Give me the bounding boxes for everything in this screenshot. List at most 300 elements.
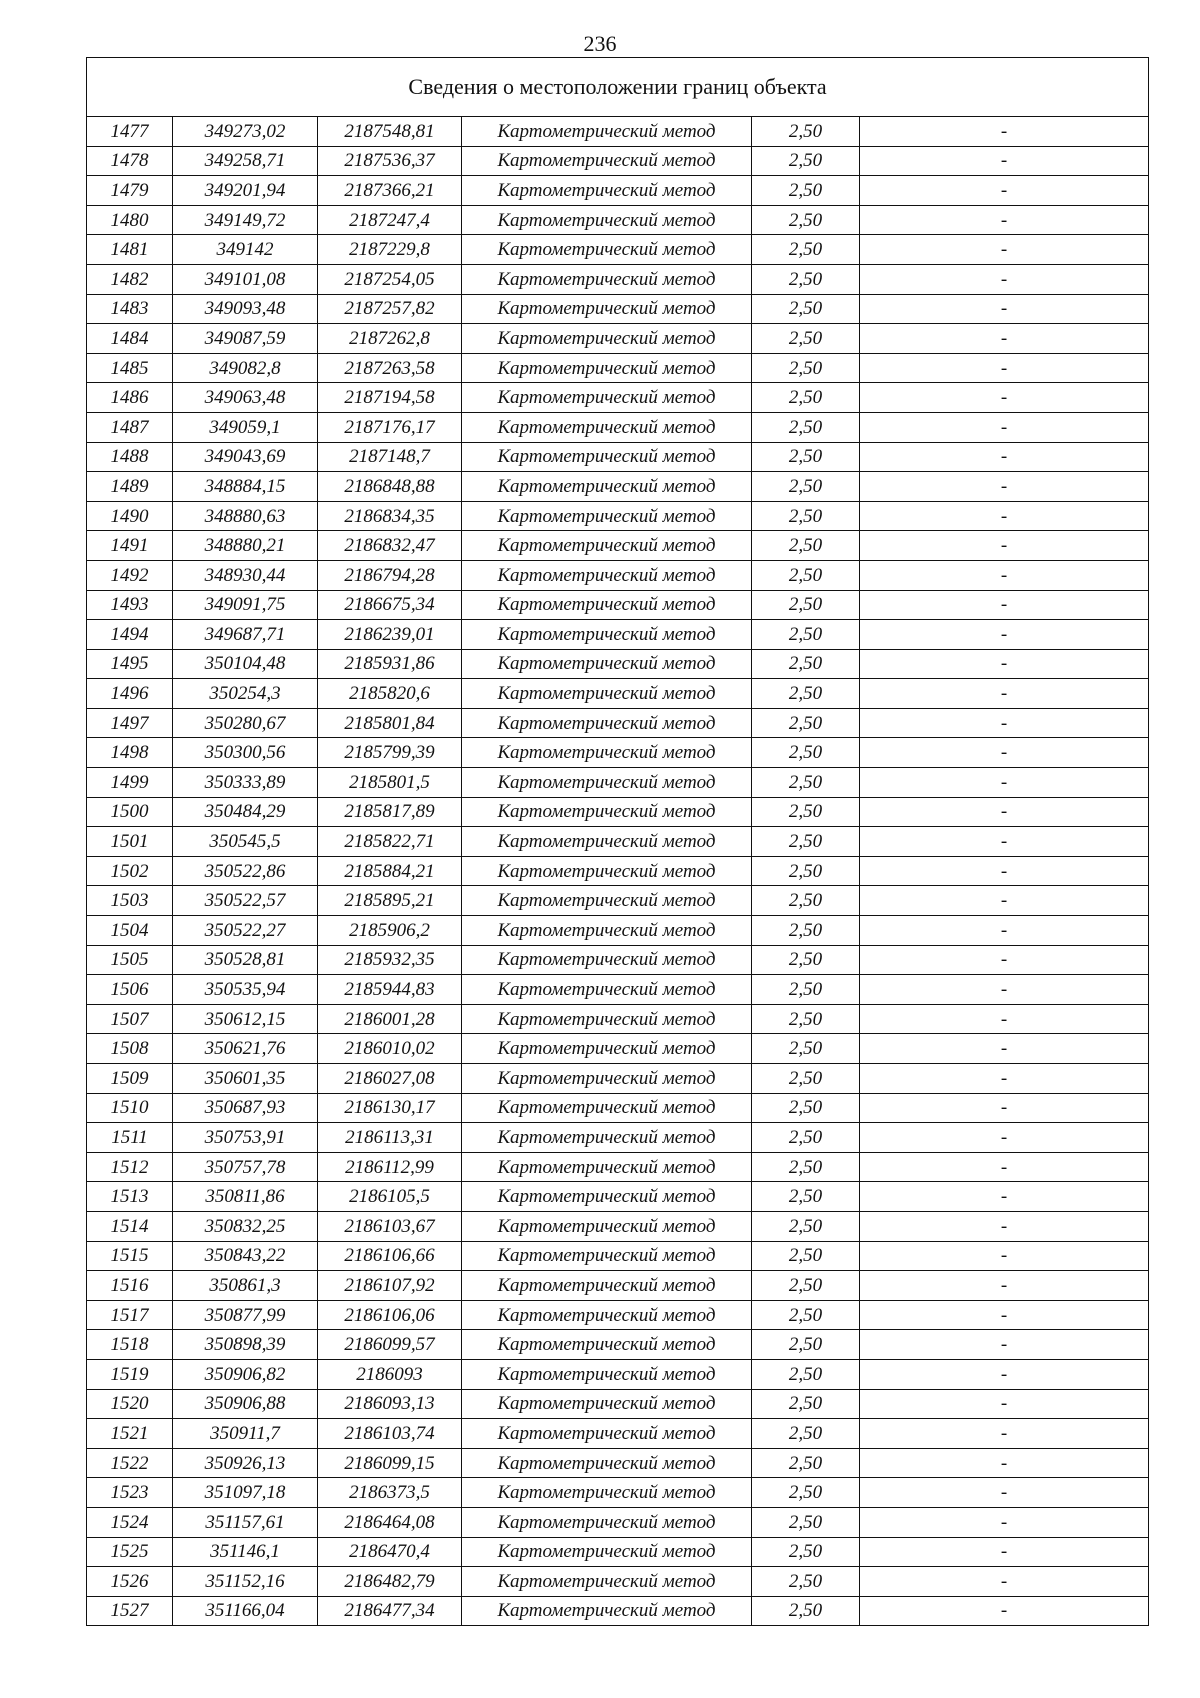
table-row xyxy=(87,117,1149,147)
method-cell: Картометрический метод xyxy=(462,294,752,324)
y-coordinate-cell: 2186107,92 xyxy=(318,1271,462,1301)
x-coordinate-cell: 350535,94 xyxy=(173,975,318,1005)
method-cell: Картометрический метод xyxy=(462,886,752,916)
x-coordinate-cell: 349258,71 xyxy=(173,146,318,176)
accuracy-cell: 2,50 xyxy=(752,412,860,442)
y-coordinate-cell: 2185801,84 xyxy=(318,708,462,738)
point-number-cell: 1504 xyxy=(87,916,173,946)
accuracy-cell: 2,50 xyxy=(752,1300,860,1330)
method-cell: Картометрический метод xyxy=(462,649,752,679)
accuracy-cell: 2,50 xyxy=(752,117,860,147)
point-number-cell: 1483 xyxy=(87,294,173,324)
y-coordinate-cell: 2185822,71 xyxy=(318,827,462,857)
x-coordinate-cell: 348880,21 xyxy=(173,531,318,561)
table-row xyxy=(87,679,1149,709)
y-coordinate-cell: 2185820,6 xyxy=(318,679,462,709)
accuracy-cell: 2,50 xyxy=(752,1034,860,1064)
table-row xyxy=(87,1596,1149,1626)
table-title-row xyxy=(87,58,1149,117)
x-coordinate-cell: 350300,56 xyxy=(173,738,318,768)
x-coordinate-cell: 350621,76 xyxy=(173,1034,318,1064)
table-row xyxy=(87,1507,1149,1537)
method-cell: Картометрический метод xyxy=(462,205,752,235)
method-cell: Картометрический метод xyxy=(462,590,752,620)
accuracy-cell: 2,50 xyxy=(752,205,860,235)
table-row xyxy=(87,501,1149,531)
table-row xyxy=(87,768,1149,798)
point-number-cell: 1526 xyxy=(87,1567,173,1597)
table-row xyxy=(87,975,1149,1005)
y-coordinate-cell: 2186105,5 xyxy=(318,1182,462,1212)
y-coordinate-cell: 2187257,82 xyxy=(318,294,462,324)
table-row xyxy=(87,531,1149,561)
method-cell: Картометрический метод xyxy=(462,1448,752,1478)
point-number-cell: 1480 xyxy=(87,205,173,235)
page-number: 236 xyxy=(583,31,617,56)
y-coordinate-cell: 2186464,08 xyxy=(318,1507,462,1537)
y-coordinate-cell: 2186099,57 xyxy=(318,1330,462,1360)
method-cell: Картометрический метод xyxy=(462,353,752,383)
point-number-cell: 1515 xyxy=(87,1241,173,1271)
accuracy-cell: 2,50 xyxy=(752,1567,860,1597)
y-coordinate-cell: 2186093,13 xyxy=(318,1389,462,1419)
y-coordinate-cell: 2185884,21 xyxy=(318,856,462,886)
method-cell: Картометрический метод xyxy=(462,501,752,531)
accuracy-cell: 2,50 xyxy=(752,708,860,738)
table-row xyxy=(87,1123,1149,1153)
y-coordinate-cell: 2187548,81 xyxy=(318,117,462,147)
method-cell: Картометрический метод xyxy=(462,1300,752,1330)
y-coordinate-cell: 2186373,5 xyxy=(318,1478,462,1508)
y-coordinate-cell: 2187176,17 xyxy=(318,412,462,442)
method-cell: Картометрический метод xyxy=(462,442,752,472)
y-coordinate-cell: 2187254,05 xyxy=(318,264,462,294)
accuracy-cell: 2,50 xyxy=(752,1152,860,1182)
description-cell: - xyxy=(860,442,1149,472)
accuracy-cell: 2,50 xyxy=(752,827,860,857)
description-cell: - xyxy=(860,501,1149,531)
table-body xyxy=(87,58,1149,1626)
x-coordinate-cell: 349043,69 xyxy=(173,442,318,472)
x-coordinate-cell: 349063,48 xyxy=(173,383,318,413)
table-row xyxy=(87,1034,1149,1064)
point-number-cell: 1521 xyxy=(87,1419,173,1449)
table-row xyxy=(87,797,1149,827)
accuracy-cell: 2,50 xyxy=(752,294,860,324)
method-cell: Картометрический метод xyxy=(462,1152,752,1182)
description-cell: - xyxy=(860,827,1149,857)
point-number-cell: 1481 xyxy=(87,235,173,265)
x-coordinate-cell: 350911,7 xyxy=(173,1419,318,1449)
table-row xyxy=(87,1182,1149,1212)
description-cell: - xyxy=(860,1330,1149,1360)
point-number-cell: 1509 xyxy=(87,1064,173,1094)
table-row xyxy=(87,1211,1149,1241)
y-coordinate-cell: 2186832,47 xyxy=(318,531,462,561)
description-cell: - xyxy=(860,1359,1149,1389)
table-row xyxy=(87,412,1149,442)
y-coordinate-cell: 2186112,99 xyxy=(318,1152,462,1182)
y-coordinate-cell: 2186477,34 xyxy=(318,1596,462,1626)
accuracy-cell: 2,50 xyxy=(752,235,860,265)
y-coordinate-cell: 2185801,5 xyxy=(318,768,462,798)
table-row xyxy=(87,1359,1149,1389)
method-cell: Картометрический метод xyxy=(462,1537,752,1567)
table-row xyxy=(87,1478,1149,1508)
point-number-cell: 1477 xyxy=(87,117,173,147)
point-number-cell: 1508 xyxy=(87,1034,173,1064)
description-cell: - xyxy=(860,975,1149,1005)
description-cell: - xyxy=(860,916,1149,946)
description-cell: - xyxy=(860,1271,1149,1301)
description-cell: - xyxy=(860,620,1149,650)
y-coordinate-cell: 2187229,8 xyxy=(318,235,462,265)
y-coordinate-cell: 2187536,37 xyxy=(318,146,462,176)
x-coordinate-cell: 349201,94 xyxy=(173,176,318,206)
description-cell: - xyxy=(860,886,1149,916)
method-cell: Картометрический метод xyxy=(462,620,752,650)
description-cell: - xyxy=(860,235,1149,265)
accuracy-cell: 2,50 xyxy=(752,679,860,709)
description-cell: - xyxy=(860,1507,1149,1537)
accuracy-cell: 2,50 xyxy=(752,353,860,383)
table-row xyxy=(87,649,1149,679)
table-row xyxy=(87,620,1149,650)
x-coordinate-cell: 348930,44 xyxy=(173,560,318,590)
description-cell: - xyxy=(860,1182,1149,1212)
method-cell: Картометрический метод xyxy=(462,916,752,946)
description-cell: - xyxy=(860,353,1149,383)
method-cell: Картометрический метод xyxy=(462,146,752,176)
method-cell: Картометрический метод xyxy=(462,1241,752,1271)
table-row xyxy=(87,590,1149,620)
y-coordinate-cell: 2185895,21 xyxy=(318,886,462,916)
method-cell: Картометрический метод xyxy=(462,1596,752,1626)
method-cell: Картометрический метод xyxy=(462,235,752,265)
accuracy-cell: 2,50 xyxy=(752,264,860,294)
point-number-cell: 1523 xyxy=(87,1478,173,1508)
point-number-cell: 1507 xyxy=(87,1004,173,1034)
table-row xyxy=(87,1330,1149,1360)
accuracy-cell: 2,50 xyxy=(752,620,860,650)
x-coordinate-cell: 348884,15 xyxy=(173,472,318,502)
point-number-cell: 1525 xyxy=(87,1537,173,1567)
point-number-cell: 1501 xyxy=(87,827,173,857)
point-number-cell: 1479 xyxy=(87,176,173,206)
description-cell: - xyxy=(860,117,1149,147)
point-number-cell: 1499 xyxy=(87,768,173,798)
table-row xyxy=(87,1093,1149,1123)
point-number-cell: 1497 xyxy=(87,708,173,738)
method-cell: Картометрический метод xyxy=(462,768,752,798)
x-coordinate-cell: 350104,48 xyxy=(173,649,318,679)
method-cell: Картометрический метод xyxy=(462,1271,752,1301)
x-coordinate-cell: 350612,15 xyxy=(173,1004,318,1034)
method-cell: Картометрический метод xyxy=(462,708,752,738)
description-cell: - xyxy=(860,472,1149,502)
point-number-cell: 1492 xyxy=(87,560,173,590)
description-cell: - xyxy=(860,1211,1149,1241)
method-cell: Картометрический метод xyxy=(462,412,752,442)
table-row xyxy=(87,1152,1149,1182)
table-row xyxy=(87,1300,1149,1330)
point-number-cell: 1527 xyxy=(87,1596,173,1626)
method-cell: Картометрический метод xyxy=(462,264,752,294)
y-coordinate-cell: 2186794,28 xyxy=(318,560,462,590)
table-row xyxy=(87,353,1149,383)
accuracy-cell: 2,50 xyxy=(752,1389,860,1419)
method-cell: Картометрический метод xyxy=(462,560,752,590)
description-cell: - xyxy=(860,146,1149,176)
y-coordinate-cell: 2185932,35 xyxy=(318,945,462,975)
point-number-cell: 1522 xyxy=(87,1448,173,1478)
y-coordinate-cell: 2186093 xyxy=(318,1359,462,1389)
x-coordinate-cell: 349687,71 xyxy=(173,620,318,650)
y-coordinate-cell: 2186106,06 xyxy=(318,1300,462,1330)
description-cell: - xyxy=(860,1567,1149,1597)
x-coordinate-cell: 350280,67 xyxy=(173,708,318,738)
point-number-cell: 1500 xyxy=(87,797,173,827)
point-number-cell: 1517 xyxy=(87,1300,173,1330)
x-coordinate-cell: 348880,63 xyxy=(173,501,318,531)
accuracy-cell: 2,50 xyxy=(752,1478,860,1508)
table-row xyxy=(87,235,1149,265)
point-number-cell: 1518 xyxy=(87,1330,173,1360)
y-coordinate-cell: 2185799,39 xyxy=(318,738,462,768)
y-coordinate-cell: 2186103,74 xyxy=(318,1419,462,1449)
description-cell: - xyxy=(860,1300,1149,1330)
method-cell: Картометрический метод xyxy=(462,1330,752,1360)
table-row xyxy=(87,1241,1149,1271)
x-coordinate-cell: 350484,29 xyxy=(173,797,318,827)
x-coordinate-cell: 349093,48 xyxy=(173,294,318,324)
point-number-cell: 1498 xyxy=(87,738,173,768)
y-coordinate-cell: 2186834,35 xyxy=(318,501,462,531)
accuracy-cell: 2,50 xyxy=(752,1211,860,1241)
accuracy-cell: 2,50 xyxy=(752,590,860,620)
table-row xyxy=(87,146,1149,176)
point-number-cell: 1524 xyxy=(87,1507,173,1537)
accuracy-cell: 2,50 xyxy=(752,442,860,472)
point-number-cell: 1505 xyxy=(87,945,173,975)
accuracy-cell: 2,50 xyxy=(752,975,860,1005)
table-title: Сведения о местоположении границ объекта xyxy=(87,58,1149,117)
table-row xyxy=(87,945,1149,975)
description-cell: - xyxy=(860,1241,1149,1271)
table-row xyxy=(87,264,1149,294)
description-cell: - xyxy=(860,1389,1149,1419)
method-cell: Картометрический метод xyxy=(462,472,752,502)
point-number-cell: 1489 xyxy=(87,472,173,502)
y-coordinate-cell: 2186130,17 xyxy=(318,1093,462,1123)
x-coordinate-cell: 351157,61 xyxy=(173,1507,318,1537)
accuracy-cell: 2,50 xyxy=(752,1537,860,1567)
x-coordinate-cell: 349091,75 xyxy=(173,590,318,620)
point-number-cell: 1512 xyxy=(87,1152,173,1182)
accuracy-cell: 2,50 xyxy=(752,1241,860,1271)
accuracy-cell: 2,50 xyxy=(752,1004,860,1034)
description-cell: - xyxy=(860,1596,1149,1626)
description-cell: - xyxy=(860,531,1149,561)
y-coordinate-cell: 2186001,28 xyxy=(318,1004,462,1034)
method-cell: Картометрический метод xyxy=(462,827,752,857)
accuracy-cell: 2,50 xyxy=(752,1330,860,1360)
method-cell: Картометрический метод xyxy=(462,1507,752,1537)
accuracy-cell: 2,50 xyxy=(752,472,860,502)
accuracy-cell: 2,50 xyxy=(752,886,860,916)
x-coordinate-cell: 350522,86 xyxy=(173,856,318,886)
accuracy-cell: 2,50 xyxy=(752,1419,860,1449)
table-row xyxy=(87,827,1149,857)
method-cell: Картометрический метод xyxy=(462,1182,752,1212)
description-cell: - xyxy=(860,679,1149,709)
x-coordinate-cell: 351146,1 xyxy=(173,1537,318,1567)
x-coordinate-cell: 350601,35 xyxy=(173,1064,318,1094)
point-number-cell: 1514 xyxy=(87,1211,173,1241)
x-coordinate-cell: 350757,78 xyxy=(173,1152,318,1182)
x-coordinate-cell: 350877,99 xyxy=(173,1300,318,1330)
description-cell: - xyxy=(860,1064,1149,1094)
table-row xyxy=(87,1567,1149,1597)
description-cell: - xyxy=(860,708,1149,738)
x-coordinate-cell: 350898,39 xyxy=(173,1330,318,1360)
accuracy-cell: 2,50 xyxy=(752,797,860,827)
point-number-cell: 1513 xyxy=(87,1182,173,1212)
point-number-cell: 1478 xyxy=(87,146,173,176)
accuracy-cell: 2,50 xyxy=(752,1507,860,1537)
y-coordinate-cell: 2187194,58 xyxy=(318,383,462,413)
point-number-cell: 1503 xyxy=(87,886,173,916)
point-number-cell: 1502 xyxy=(87,856,173,886)
accuracy-cell: 2,50 xyxy=(752,1093,860,1123)
method-cell: Картометрический метод xyxy=(462,945,752,975)
table-row xyxy=(87,1537,1149,1567)
method-cell: Картометрический метод xyxy=(462,1034,752,1064)
description-cell: - xyxy=(860,945,1149,975)
table-row xyxy=(87,1271,1149,1301)
description-cell: - xyxy=(860,176,1149,206)
x-coordinate-cell: 350687,93 xyxy=(173,1093,318,1123)
y-coordinate-cell: 2186010,02 xyxy=(318,1034,462,1064)
table-row xyxy=(87,1064,1149,1094)
table-row xyxy=(87,205,1149,235)
table-row xyxy=(87,708,1149,738)
table-row xyxy=(87,916,1149,946)
y-coordinate-cell: 2187262,8 xyxy=(318,324,462,354)
accuracy-cell: 2,50 xyxy=(752,649,860,679)
point-number-cell: 1495 xyxy=(87,649,173,679)
method-cell: Картометрический метод xyxy=(462,1359,752,1389)
method-cell: Картометрический метод xyxy=(462,1004,752,1034)
table-row xyxy=(87,1004,1149,1034)
point-number-cell: 1506 xyxy=(87,975,173,1005)
description-cell: - xyxy=(860,205,1149,235)
x-coordinate-cell: 350528,81 xyxy=(173,945,318,975)
table-row xyxy=(87,1448,1149,1478)
point-number-cell: 1511 xyxy=(87,1123,173,1153)
accuracy-cell: 2,50 xyxy=(752,1123,860,1153)
method-cell: Картометрический метод xyxy=(462,1064,752,1094)
accuracy-cell: 2,50 xyxy=(752,560,860,590)
y-coordinate-cell: 2186113,31 xyxy=(318,1123,462,1153)
table-row xyxy=(87,383,1149,413)
method-cell: Картометрический метод xyxy=(462,1419,752,1449)
x-coordinate-cell: 350545,5 xyxy=(173,827,318,857)
accuracy-cell: 2,50 xyxy=(752,738,860,768)
description-cell: - xyxy=(860,1004,1149,1034)
y-coordinate-cell: 2185906,2 xyxy=(318,916,462,946)
method-cell: Картометрический метод xyxy=(462,1093,752,1123)
point-number-cell: 1482 xyxy=(87,264,173,294)
x-coordinate-cell: 351152,16 xyxy=(173,1567,318,1597)
y-coordinate-cell: 2186106,66 xyxy=(318,1241,462,1271)
x-coordinate-cell: 350522,27 xyxy=(173,916,318,946)
table-row xyxy=(87,856,1149,886)
y-coordinate-cell: 2186027,08 xyxy=(318,1064,462,1094)
y-coordinate-cell: 2187247,4 xyxy=(318,205,462,235)
method-cell: Картометрический метод xyxy=(462,531,752,561)
point-number-cell: 1486 xyxy=(87,383,173,413)
method-cell: Картометрический метод xyxy=(462,856,752,886)
point-number-cell: 1488 xyxy=(87,442,173,472)
point-number-cell: 1516 xyxy=(87,1271,173,1301)
x-coordinate-cell: 349273,02 xyxy=(173,117,318,147)
x-coordinate-cell: 349087,59 xyxy=(173,324,318,354)
point-number-cell: 1491 xyxy=(87,531,173,561)
y-coordinate-cell: 2186099,15 xyxy=(318,1448,462,1478)
description-cell: - xyxy=(860,1537,1149,1567)
method-cell: Картометрический метод xyxy=(462,1478,752,1508)
accuracy-cell: 2,50 xyxy=(752,1182,860,1212)
description-cell: - xyxy=(860,768,1149,798)
accuracy-cell: 2,50 xyxy=(752,916,860,946)
point-number-cell: 1493 xyxy=(87,590,173,620)
accuracy-cell: 2,50 xyxy=(752,1596,860,1626)
description-cell: - xyxy=(860,590,1149,620)
method-cell: Картометрический метод xyxy=(462,975,752,1005)
accuracy-cell: 2,50 xyxy=(752,1359,860,1389)
y-coordinate-cell: 2187366,21 xyxy=(318,176,462,206)
point-number-cell: 1519 xyxy=(87,1359,173,1389)
method-cell: Картометрический метод xyxy=(462,1567,752,1597)
description-cell: - xyxy=(860,1448,1149,1478)
description-cell: - xyxy=(860,560,1149,590)
description-cell: - xyxy=(860,1152,1149,1182)
table-row xyxy=(87,886,1149,916)
x-coordinate-cell: 350906,82 xyxy=(173,1359,318,1389)
description-cell: - xyxy=(860,738,1149,768)
point-number-cell: 1485 xyxy=(87,353,173,383)
x-coordinate-cell: 350333,89 xyxy=(173,768,318,798)
accuracy-cell: 2,50 xyxy=(752,856,860,886)
description-cell: - xyxy=(860,324,1149,354)
accuracy-cell: 2,50 xyxy=(752,531,860,561)
x-coordinate-cell: 350926,13 xyxy=(173,1448,318,1478)
table-row xyxy=(87,1419,1149,1449)
description-cell: - xyxy=(860,856,1149,886)
method-cell: Картометрический метод xyxy=(462,1389,752,1419)
table-row xyxy=(87,472,1149,502)
x-coordinate-cell: 349101,08 xyxy=(173,264,318,294)
y-coordinate-cell: 2186103,67 xyxy=(318,1211,462,1241)
x-coordinate-cell: 351166,04 xyxy=(173,1596,318,1626)
x-coordinate-cell: 349082,8 xyxy=(173,353,318,383)
y-coordinate-cell: 2186470,4 xyxy=(318,1537,462,1567)
description-cell: - xyxy=(860,264,1149,294)
description-cell: - xyxy=(860,412,1149,442)
x-coordinate-cell: 349149,72 xyxy=(173,205,318,235)
method-cell: Картометрический метод xyxy=(462,1123,752,1153)
